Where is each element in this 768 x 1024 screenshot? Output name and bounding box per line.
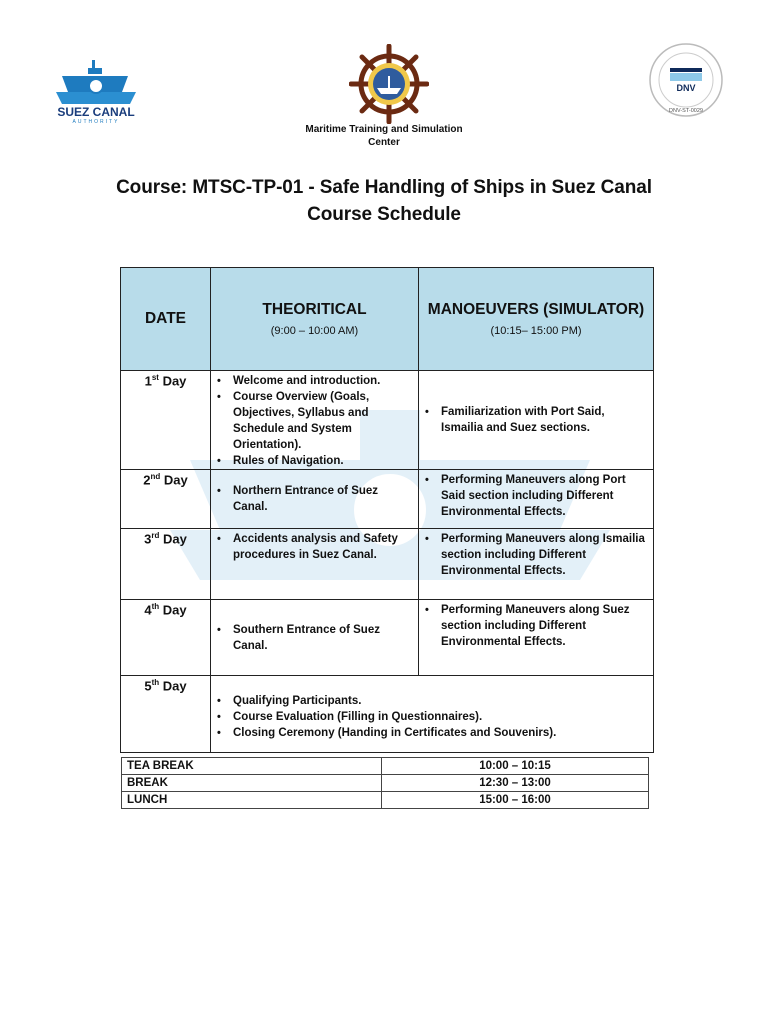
- theory-cell: [211, 600, 419, 676]
- schedule-row: [121, 470, 654, 529]
- sim-item: • Performing Maneuvers along Suez section including Different Environmental Effects.: [441, 602, 647, 650]
- theory-item: • Welcome and introduction.: [233, 373, 412, 389]
- logo-left-subtitle: AUTHORITY: [72, 119, 120, 124]
- sim-item: • Performing Maneuvers along Port Said section including Different Environmental Effects.: [441, 472, 647, 520]
- day-cell: 2nd Day: [121, 470, 211, 529]
- sim-cell: [419, 600, 654, 676]
- sim-cell: [419, 529, 654, 600]
- sim-cell: [419, 470, 654, 529]
- header-date: DATE: [121, 268, 211, 371]
- combined-item: • Closing Ceremony (Handing in Certificates and Souvenirs).: [233, 725, 647, 741]
- combined-item: • Qualifying Participants.: [233, 693, 647, 709]
- theory-cell: [211, 529, 419, 600]
- day-cell: 3rd Day: [121, 529, 211, 600]
- break-time: 15:00 – 16:00: [382, 792, 649, 809]
- logo-left-title: SUEZ CANAL: [57, 105, 135, 119]
- sim-item: • Familiarization with Port Said, Ismailia and Suez sections.: [441, 404, 647, 436]
- theory-cell: [211, 470, 419, 529]
- dnv-code: DNV-ST-0029: [669, 108, 703, 114]
- schedule-table: [120, 267, 654, 753]
- theory-item: • Southern Entrance of Suez Canal.: [233, 622, 412, 654]
- ship-wheel-logo: [349, 44, 429, 124]
- day-cell: 1st Day: [121, 371, 211, 470]
- break-row: [122, 775, 649, 792]
- schedule-row: [121, 371, 654, 470]
- day-cell: 5th Day: [121, 676, 211, 753]
- combined-item: • Course Evaluation (Filling in Questionnaires).: [233, 709, 647, 725]
- break-label: LUNCH: [122, 792, 382, 809]
- break-label: BREAK: [122, 775, 382, 792]
- dnv-certification-seal: [646, 40, 726, 120]
- break-row: [122, 758, 649, 775]
- schedule-header-row: [121, 268, 654, 371]
- theory-cell: [211, 371, 419, 470]
- schedule-title: Course Schedule: [307, 204, 461, 225]
- header-theoretical: THEORITICAL (9:00 – 10:00 AM): [211, 268, 419, 371]
- combined-cell: [211, 676, 654, 753]
- break-label: TEA BREAK: [122, 758, 382, 775]
- break-row: [122, 792, 649, 809]
- sim-cell: [419, 371, 654, 470]
- theory-item: • Accidents analysis and Safety procedures in Suez Canal.: [233, 531, 412, 563]
- day-cell: 4th Day: [121, 600, 211, 676]
- schedule-row: [121, 529, 654, 600]
- theory-item: • Rules of Navigation.: [233, 453, 412, 469]
- course-title: Course: MTSC-TP-01 - Safe Handling of Ships in Suez Canal: [116, 177, 652, 198]
- sim-item: • Performing Maneuvers along Ismailia section including Different Environmental Effects.: [441, 531, 647, 579]
- theory-item: • Course Overview (Goals, Objectives, Syllabus and Schedule and System Orientation).: [233, 389, 412, 453]
- header-manoeuvers: MANOEUVERS (SIMULATOR) (10:15– 15:00 PM): [419, 268, 654, 371]
- break-time: 12:30 – 13:00: [382, 775, 649, 792]
- break-time: 10:00 – 10:15: [382, 758, 649, 775]
- center-caption-line2: Center: [368, 136, 400, 148]
- suez-canal-authority-logo: [50, 58, 142, 124]
- center-caption: [284, 124, 484, 149]
- dnv-text: DNV: [676, 83, 696, 93]
- center-caption-line1: Maritime Training and Simulation: [305, 124, 463, 135]
- schedule-row: [121, 600, 654, 676]
- theory-item: • Northern Entrance of Suez Canal.: [233, 483, 412, 515]
- breaks-table: [121, 757, 649, 809]
- schedule-row: [121, 676, 654, 753]
